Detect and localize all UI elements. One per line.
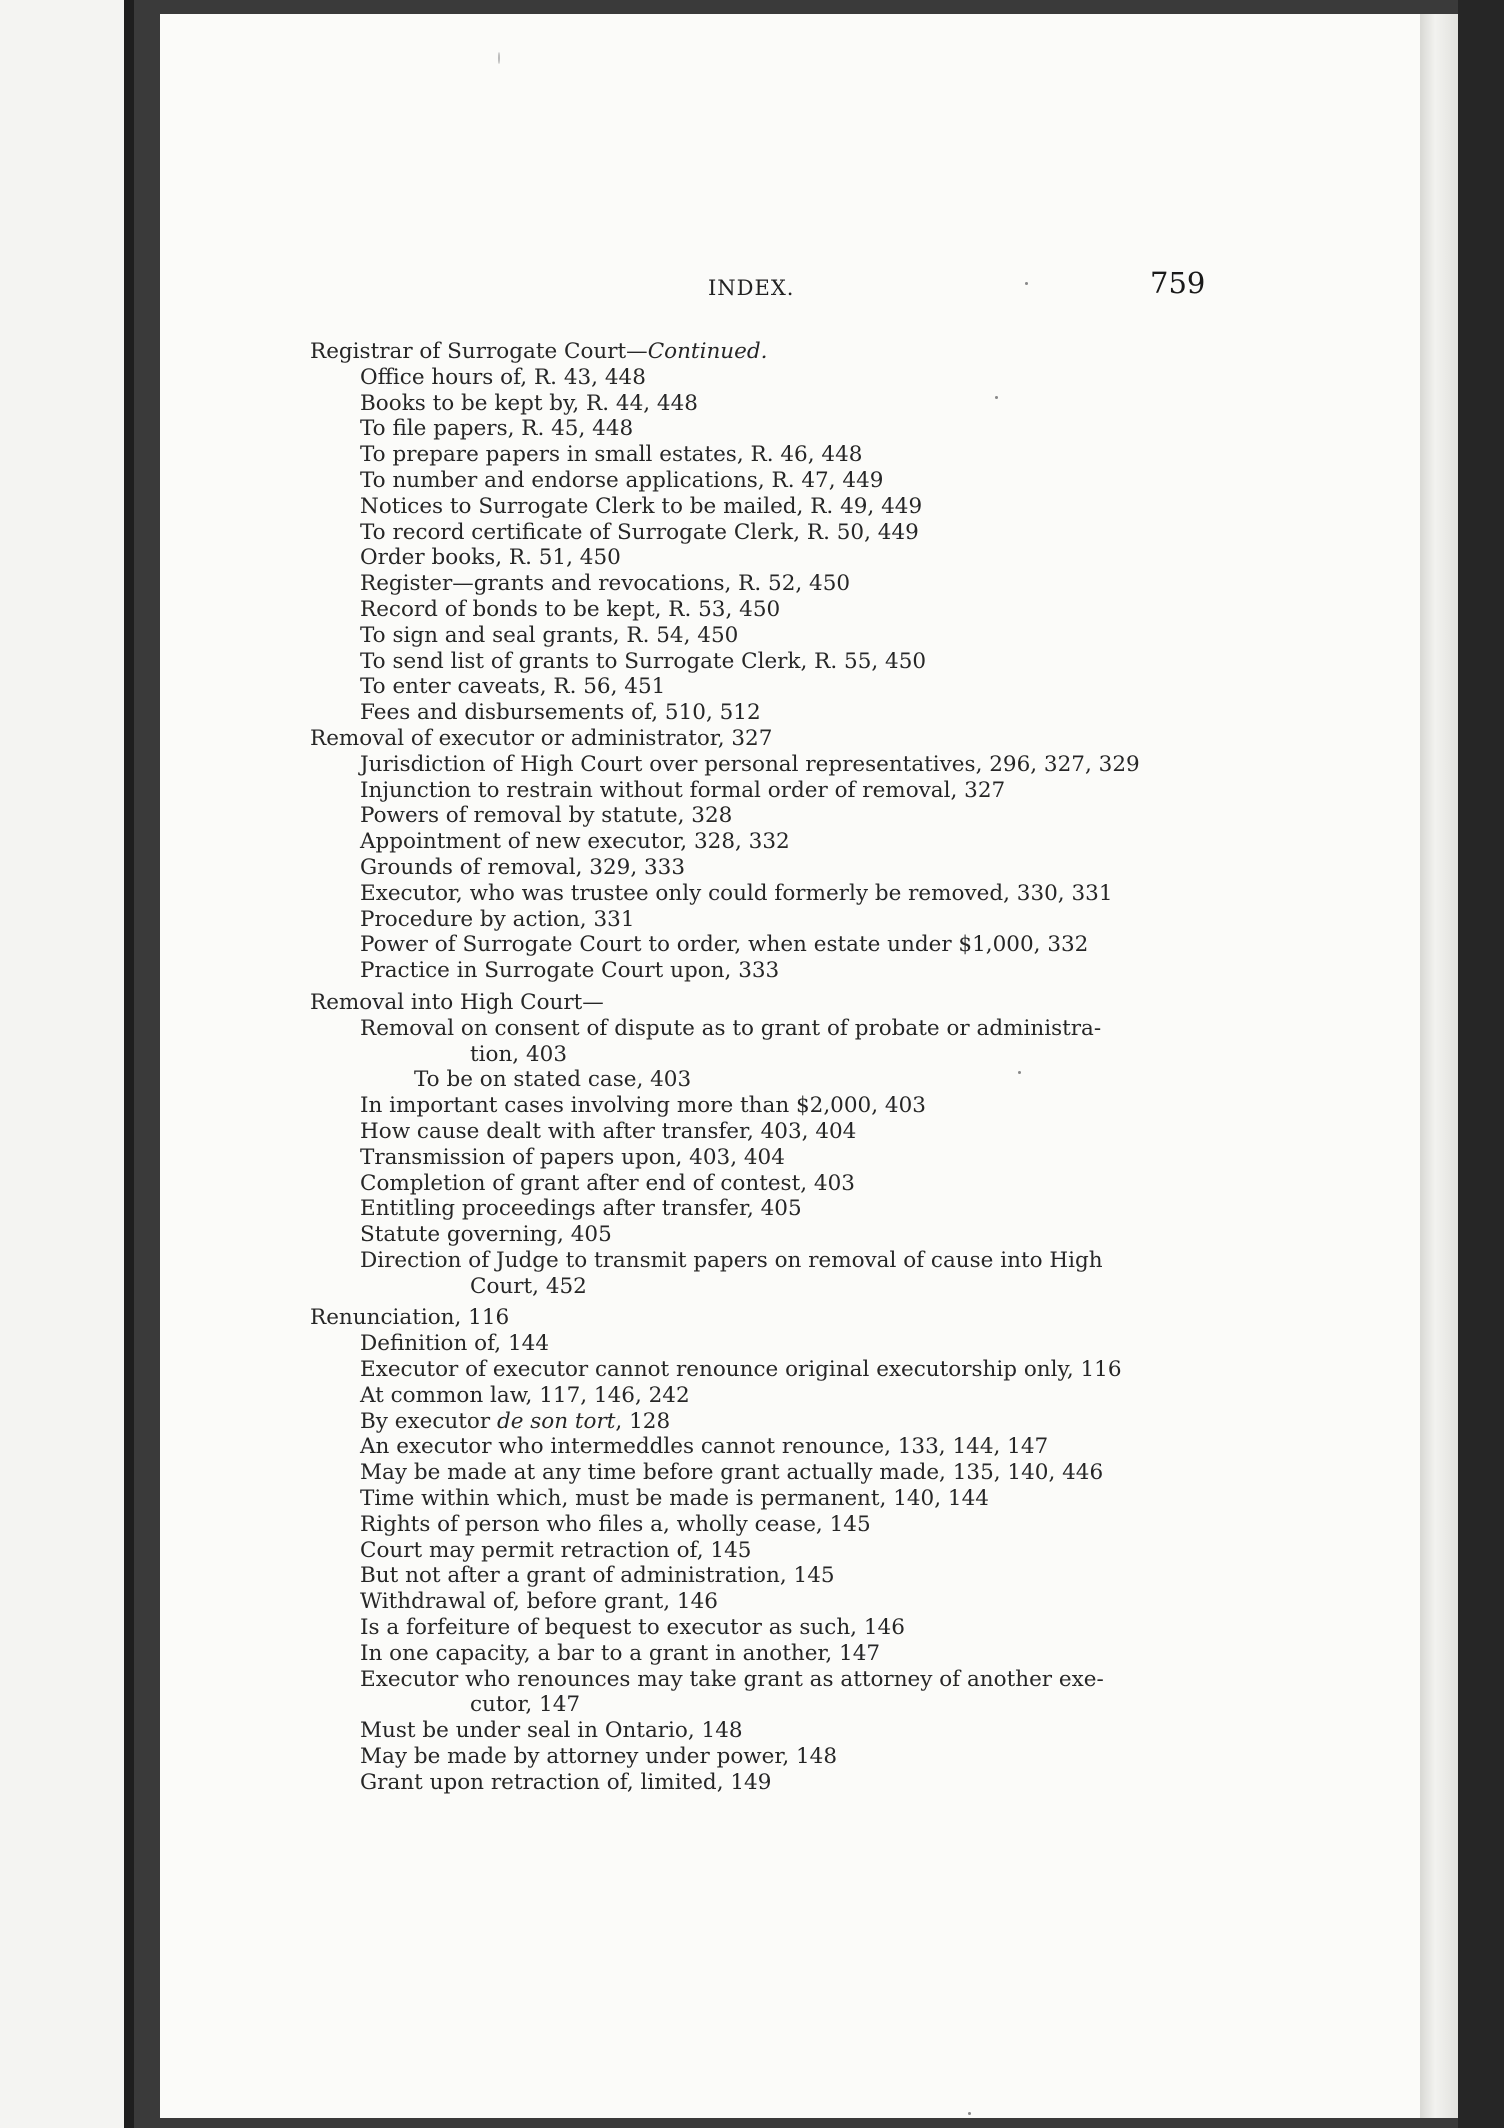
index-entry-line <box>310 649 1370 675</box>
entry-text: To sign and seal grants, R. 54, 450 <box>360 622 739 648</box>
index-entry-line <box>310 1248 1370 1274</box>
entry-text: To enter caveats, R. 56, 451 <box>360 674 666 700</box>
entry-text: To record certificate of Surrogate Clerk, R. 50, 449 <box>360 519 919 545</box>
index-entry-line <box>310 1744 1370 1770</box>
entry-text: Time within which, must be made is permanent, 140, 144 <box>360 1486 989 1512</box>
entry-text: Appointment of new executor, 328, 332 <box>360 829 790 855</box>
index-entry-line <box>310 1119 1370 1145</box>
entry-text: Removal of executor or administrator, 327 <box>310 725 773 751</box>
entry-text: Record of bonds to be kept, R. 53, 450 <box>360 596 781 622</box>
index-entry-line <box>310 1305 1370 1331</box>
index-entry-line <box>310 545 1370 571</box>
index-entry-line <box>310 1718 1370 1744</box>
index-entry-line <box>310 1589 1370 1615</box>
index-entry-line <box>310 520 1370 546</box>
index-entry-line <box>310 339 1370 365</box>
entry-text: Grant upon retraction of, limited, 149 <box>360 1769 772 1795</box>
entry-text: Notices to Surrogate Clerk to be mailed, R. 49, 449 <box>360 493 923 519</box>
index-entry-line <box>310 1067 1370 1093</box>
entry-text: To send list of grants to Surrogate Clerk, R. 55, 450 <box>360 648 927 674</box>
index-entry-line <box>310 829 1370 855</box>
entry-text: Office hours of, R. 43, 448 <box>360 364 646 390</box>
index-entry-line <box>310 1770 1370 1796</box>
entry-text: Completion of grant after end of contest, 403 <box>360 1170 855 1196</box>
page-header <box>160 266 1420 306</box>
index-entry-line <box>310 571 1370 597</box>
entry-text: May be made by attorney under power, 148 <box>360 1744 838 1770</box>
index-entry-line <box>310 1196 1370 1222</box>
index-entry-line <box>310 1512 1370 1538</box>
entry-text: Executor who renounces may take grant as attorney of another exe- <box>360 1666 1104 1692</box>
entry-text: Jurisdiction of High Court over personal representatives, 296, 327, 329 <box>360 751 1140 777</box>
entry-text: By executor <box>360 1408 497 1434</box>
entry-text: Court, 452 <box>470 1273 587 1299</box>
scan-speck <box>498 52 500 64</box>
page-edge <box>1420 14 1458 2118</box>
entry-text: Definition of, 144 <box>360 1331 550 1357</box>
index-entry-line <box>310 1434 1370 1460</box>
index-entry-line <box>310 674 1370 700</box>
entry-text: To prepare papers in small estates, R. 46, 448 <box>360 442 863 468</box>
entry-text: Injunction to restrain without formal order of removal, 327 <box>360 777 1006 803</box>
entry-text: Power of Surrogate Court to order, when estate under $1,000, 332 <box>360 932 1089 958</box>
index-entry-line <box>310 1460 1370 1486</box>
entry-text: Grounds of removal, 329, 333 <box>360 854 686 880</box>
entry-text: Books to be kept by, R. 44, 448 <box>360 390 698 416</box>
index-entry-line <box>310 1145 1370 1171</box>
entry-text: Removal on consent of dispute as to grant of probate or administra- <box>360 1015 1102 1041</box>
entry-text: But not after a grant of administration, 145 <box>360 1563 835 1589</box>
index-entry-line <box>310 1667 1370 1693</box>
index-entry-line <box>310 1357 1370 1383</box>
entry-text: Procedure by action, 331 <box>360 906 635 932</box>
running-head: INDEX. <box>708 276 795 300</box>
entry-text: Rights of person who files a, wholly cease, 145 <box>360 1511 871 1537</box>
index-entry-line <box>310 752 1370 778</box>
index-entry-line <box>310 1383 1370 1409</box>
entry-text: Register—grants and revocations, R. 52, 450 <box>360 571 851 597</box>
index-entry-line <box>310 1615 1370 1641</box>
index-entry-line <box>310 1171 1370 1197</box>
index-entry-line <box>310 416 1370 442</box>
entry-text: Court may permit retraction of, 145 <box>360 1537 752 1563</box>
entry-text: cutor, 147 <box>470 1692 581 1718</box>
page-number: 759 <box>1150 266 1206 300</box>
scan-speck <box>1018 1071 1021 1074</box>
index-entry-line <box>310 990 1370 1016</box>
index-entry-line <box>310 1331 1370 1357</box>
index-entry-line <box>310 778 1370 804</box>
entry-text: How cause dealt with after transfer, 403, 404 <box>360 1118 857 1144</box>
index-entry-line <box>310 1641 1370 1667</box>
index-entries <box>310 339 1370 1796</box>
entry-text: Practice in Surrogate Court upon, 333 <box>360 958 780 984</box>
index-entry-line <box>310 365 1370 391</box>
index-entry-line <box>310 1222 1370 1248</box>
entry-text: Executor of executor cannot renounce original executorship only, 116 <box>360 1357 1122 1383</box>
entry-text: To file papers, R. 45, 448 <box>360 416 634 442</box>
book-page <box>160 14 1420 2118</box>
entry-text: Powers of removal by statute, 328 <box>360 803 733 829</box>
index-entry-line <box>310 1692 1370 1718</box>
index-entry-line <box>310 1538 1370 1564</box>
scan-speck <box>1025 282 1028 285</box>
entry-text: Order books, R. 51, 450 <box>360 545 621 571</box>
entry-text: To number and endorse applications, R. 47, 449 <box>360 467 884 493</box>
scan-speck <box>995 396 998 399</box>
entry-italic-text: Continued. <box>647 339 768 364</box>
book-cover-edge <box>1458 0 1504 2128</box>
index-entry-line <box>310 623 1370 649</box>
index-entry-line <box>310 442 1370 468</box>
entry-text: May be made at any time before grant actually made, 135, 140, 446 <box>360 1460 1104 1486</box>
index-entry-line <box>310 932 1370 958</box>
entry-text: Statute governing, 405 <box>360 1222 612 1248</box>
index-entry-line <box>310 881 1370 907</box>
entry-text: An executor who intermeddles cannot renounce, 133, 144, 147 <box>360 1434 1049 1460</box>
entry-text: Executor, who was trustee only could formerly be removed, 330, 331 <box>360 880 1113 906</box>
index-entry-line <box>310 700 1370 726</box>
entry-text-after: , 128 <box>615 1408 671 1434</box>
index-entry-line <box>310 494 1370 520</box>
index-entry-line <box>310 1093 1370 1119</box>
entry-text: Direction of Judge to transmit papers on removal of cause into High <box>360 1247 1103 1273</box>
index-entry-line <box>310 1409 1370 1435</box>
entry-text: To be on stated case, 403 <box>414 1067 692 1093</box>
entry-text: Fees and disbursements of, 510, 512 <box>360 700 761 726</box>
adjacent-page-margin <box>0 0 134 2128</box>
entry-text: Registrar of Surrogate Court— <box>310 339 648 364</box>
entry-text: In one capacity, a bar to a grant in another, 147 <box>360 1640 881 1666</box>
index-entry-line <box>310 803 1370 829</box>
entry-text: In important cases involving more than $2,000, 403 <box>360 1093 926 1119</box>
index-entry-line <box>310 855 1370 881</box>
entry-text: Entitling proceedings after transfer, 405 <box>360 1196 802 1222</box>
entry-text: Renunciation, 116 <box>310 1305 510 1331</box>
scan-speck <box>968 2112 971 2115</box>
entry-text: Must be under seal in Ontario, 148 <box>360 1718 743 1744</box>
index-entry-line <box>310 468 1370 494</box>
index-entry-line <box>310 1016 1370 1042</box>
entry-text: Is a forfeiture of bequest to executor as such, 146 <box>360 1615 905 1641</box>
entry-text: Removal into High Court— <box>310 989 604 1015</box>
index-entry-line <box>310 1274 1370 1300</box>
entry-text: Transmission of papers upon, 403, 404 <box>360 1144 785 1170</box>
index-entry-line <box>310 958 1370 984</box>
index-entry-line <box>310 1563 1370 1589</box>
index-entry-line <box>310 1486 1370 1512</box>
entry-text: Withdrawal of, before grant, 146 <box>360 1589 718 1615</box>
entry-text: At common law, 117, 146, 242 <box>360 1382 690 1408</box>
index-entry-line <box>310 1042 1370 1068</box>
entry-text: tion, 403 <box>470 1041 568 1067</box>
entry-italic-text: de son tort <box>496 1408 616 1434</box>
index-entry-line <box>310 597 1370 623</box>
index-entry-line <box>310 907 1370 933</box>
index-entry-line <box>310 726 1370 752</box>
index-entry-line <box>310 391 1370 417</box>
